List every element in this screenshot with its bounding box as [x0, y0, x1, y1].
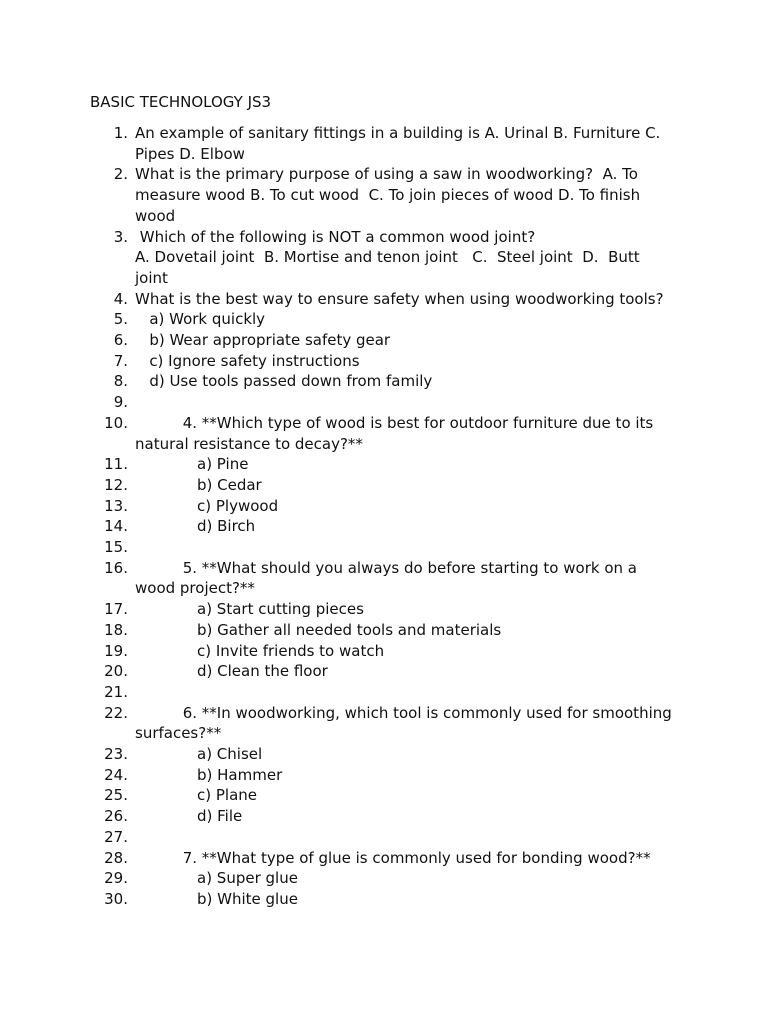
list-item-number: 14.: [104, 517, 128, 536]
list-item-number: 21.: [104, 682, 128, 701]
list-item-number: 10.: [104, 413, 128, 432]
list-item-text: d) Use tools passed down from family: [135, 372, 433, 391]
list-item-number: 16.: [104, 558, 128, 577]
list-item-number: 3.: [113, 227, 128, 246]
list-item: [0, 537, 768, 558]
list-item: [0, 806, 768, 827]
list-item-number: 2.: [113, 165, 128, 184]
list-item: [0, 123, 768, 164]
list-item-number: 9.: [113, 393, 128, 412]
list-item-number: 24.: [104, 765, 128, 784]
list-item: [0, 785, 768, 806]
list-item-number: 7.: [113, 351, 128, 370]
list-item-number: 15.: [104, 538, 128, 557]
list-item: [0, 620, 768, 641]
list-item-number: 8.: [113, 372, 128, 391]
list-item-text: a) Work quickly: [135, 310, 266, 329]
list-item: [0, 164, 768, 226]
list-item: [0, 516, 768, 537]
list-item-text: 4. **Which type of wood is best for outdoor furniture due to its natural resistance to decay?**: [135, 413, 659, 453]
list-item-number: 5.: [113, 310, 128, 329]
list-item: [0, 330, 768, 351]
list-item: [0, 703, 768, 744]
list-item-text: 5. **What should you always do before starting to work on a wood project?**: [135, 558, 642, 598]
list-item-number: 26.: [104, 807, 128, 826]
list-item-text: b) White glue: [135, 889, 298, 908]
list-item-text: Which of the following is NOT a common wood joint? A. Dovetail joint B. Mortise and tenon joint C. Steel joint D. Butt joint: [135, 227, 640, 287]
list-item-text: An example of sanitary fittings in a building is A. Urinal B. Furniture C. Pipes D. Elbow: [135, 124, 666, 163]
question-list: [0, 123, 768, 910]
list-item-text: b) Wear appropriate safety gear: [135, 331, 391, 350]
list-item-number: 17.: [104, 600, 128, 619]
list-item-text: 7. **What type of glue is commonly used for bonding wood?**: [135, 848, 651, 867]
list-item: [0, 413, 768, 454]
list-item: [0, 351, 768, 372]
list-item-number: 22.: [104, 703, 128, 722]
list-item-text: [135, 682, 677, 703]
list-item-number: 19.: [104, 641, 128, 660]
list-item-number: 1.: [113, 124, 128, 142]
list-item: [0, 599, 768, 620]
list-item-number: 28.: [104, 848, 128, 867]
list-item: [0, 661, 768, 682]
list-item: [0, 454, 768, 475]
list-item: [0, 558, 768, 599]
list-item-number: 18.: [104, 620, 128, 639]
list-item: [0, 496, 768, 517]
list-item-text: [135, 392, 677, 413]
list-item: [0, 309, 768, 330]
list-item: [0, 765, 768, 786]
list-item-number: 29.: [104, 869, 128, 888]
list-item: [0, 392, 768, 413]
list-item-text: c) Invite friends to watch: [135, 641, 385, 660]
list-item-text: b) Cedar: [135, 475, 262, 494]
list-item: [0, 682, 768, 703]
list-item: [0, 848, 768, 869]
list-item-text: d) Birch: [135, 517, 256, 536]
list-item-number: 27.: [104, 827, 128, 846]
list-item-text: a) Super glue: [135, 869, 298, 888]
list-item-text: b) Hammer: [135, 765, 283, 784]
list-item-number: 12.: [104, 475, 128, 494]
list-item-text: d) Clean the floor: [135, 662, 328, 681]
list-item-text: d) File: [135, 807, 243, 826]
list-item-text: What is the primary purpose of using a saw in woodworking? A. To measure wood B. To cut wood C. To join pieces of wood D. To finish wood: [135, 165, 645, 225]
list-item-text: [135, 827, 677, 848]
document-title: BASIC TECHNOLOGY JS3: [90, 93, 272, 111]
list-item-text: c) Plane: [135, 786, 258, 805]
list-item-number: 25.: [104, 786, 128, 805]
list-item-number: 30.: [104, 889, 128, 908]
list-item: [0, 641, 768, 662]
list-item-text: b) Gather all needed tools and materials: [135, 620, 502, 639]
list-item-text: a) Start cutting pieces: [135, 600, 364, 619]
list-item-text: [135, 537, 677, 558]
list-item: [0, 475, 768, 496]
list-item-number: 6.: [113, 331, 128, 350]
list-item: [0, 371, 768, 392]
list-item: [0, 289, 768, 310]
list-item: [0, 889, 768, 910]
list-item-number: 13.: [104, 496, 128, 515]
list-item: [0, 827, 768, 848]
list-item-number: 23.: [104, 745, 128, 764]
list-item-text: c) Ignore safety instructions: [135, 351, 360, 370]
list-item-text: c) Plywood: [135, 496, 279, 515]
list-item-text: 6. **In woodworking, which tool is commonly used for smoothing surfaces?**: [135, 703, 677, 743]
list-item: [0, 744, 768, 765]
list-item-text: a) Chisel: [135, 745, 263, 764]
list-item-text: a) Pine: [135, 455, 249, 474]
list-item-number: 11.: [104, 455, 128, 474]
list-item-text: What is the best way to ensure safety when using woodworking tools?: [135, 289, 664, 308]
list-item-number: 4.: [113, 289, 128, 308]
list-item: [0, 868, 768, 889]
list-item-number: 20.: [104, 662, 128, 681]
list-item: [0, 227, 768, 289]
